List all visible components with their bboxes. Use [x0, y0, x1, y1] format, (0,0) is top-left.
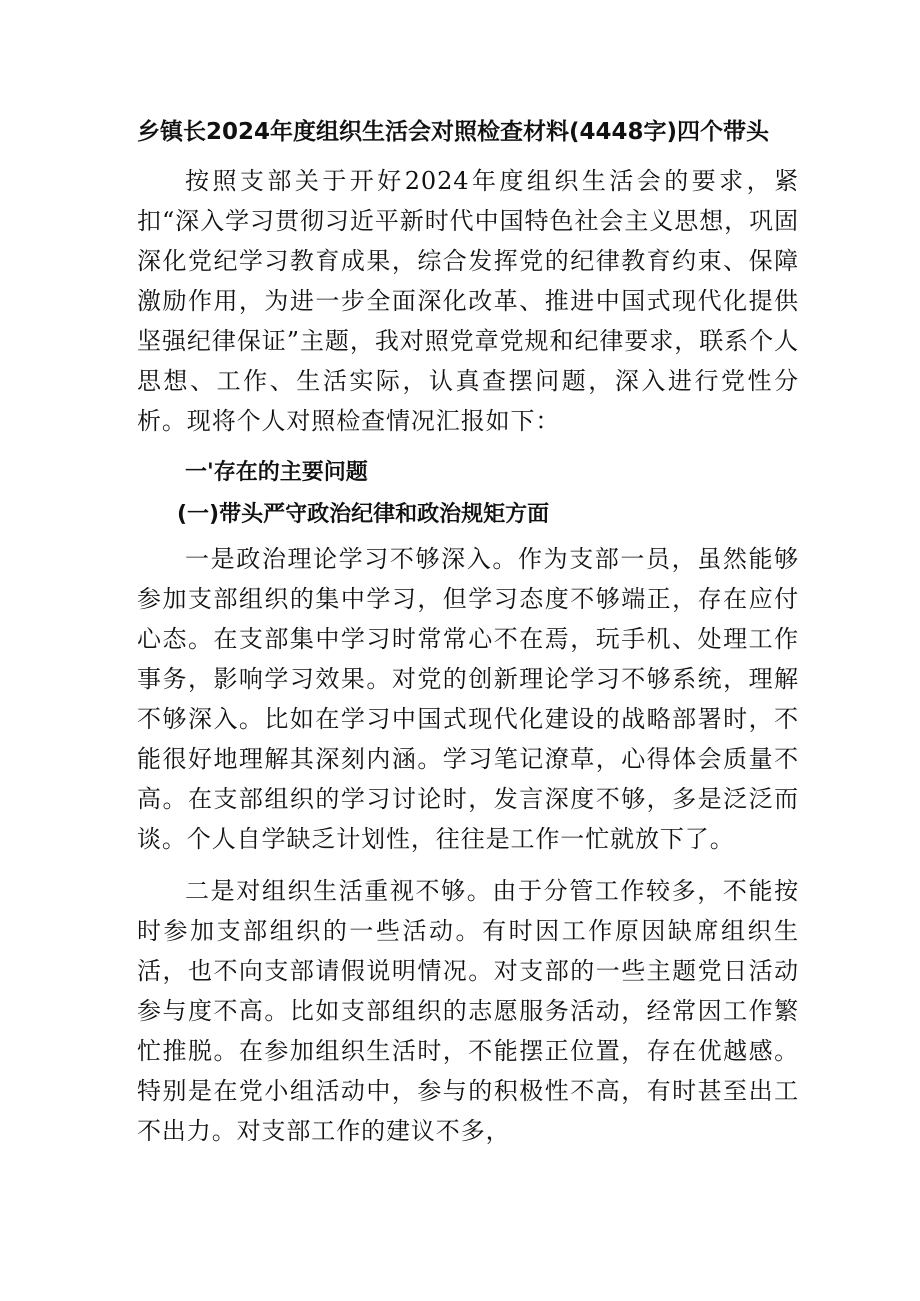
document-title: 乡镇长2024年度组织生活会对照检查材料(4448字)四个带头 — [137, 119, 770, 145]
body-paragraph-2: 二是对组织生活重视不够。由于分管工作较多，不能按时参加支部组织的一些活动。有时因工作原因缺席组织生活，也不向支部请假说明情况。对支部的一些主题党日活动参与度不高。比如支部组织的志愿服务活动，经常因工作繁忙推脱。在参加组织生活时，不能摆正位置，存在优越感。特别是在党小组活动中，参与的积极性不高，有时甚至出工不出力。对支部工作的建议不多， — [137, 877, 799, 1145]
intro-paragraph: 按照支部关于开好2024年度组织生活会的要求，紧扣“深入学习贯彻习近平新时代中国特色社会主义思想，巩固深化党纪学习教育成果，综合发挥党的纪律教育约束、保障激励作用，为进一步全面深化改革、推进中国式现代化提供坚强纪律保证”主题，我对照党章党规和纪律要求，联系个人思想、工作、生活实际，认真查摆问题，深入进行党性分析。现将个人对照检查情况汇报如下： — [137, 167, 799, 435]
subsection-heading: (一)带头严守政治纪律和政治规矩方面 — [177, 502, 550, 527]
document-page — [137, 112, 799, 1151]
body-paragraph-1: 一是政治理论学习不够深入。作为支部一员，虽然能够参加支部组织的集中学习，但学习态度不够端正，存在应付心态。在支部集中学习时常常心不在焉，玩手机、处理工作事务，影响学习效果。对党的创新理论学习不够系统，理解不够深入。比如在学习中国式现代化建设的战略部署时，不能很好地理解其深刻内涵。学习笔记潦草，心得体会质量不高。在支部组织的学习讨论时，发言深度不够，多是泛泛而谈。个人自学缺乏计划性，往往是工作一忙就放下了。 — [137, 545, 799, 853]
section-heading: 一'存在的主要问题 — [185, 460, 368, 485]
